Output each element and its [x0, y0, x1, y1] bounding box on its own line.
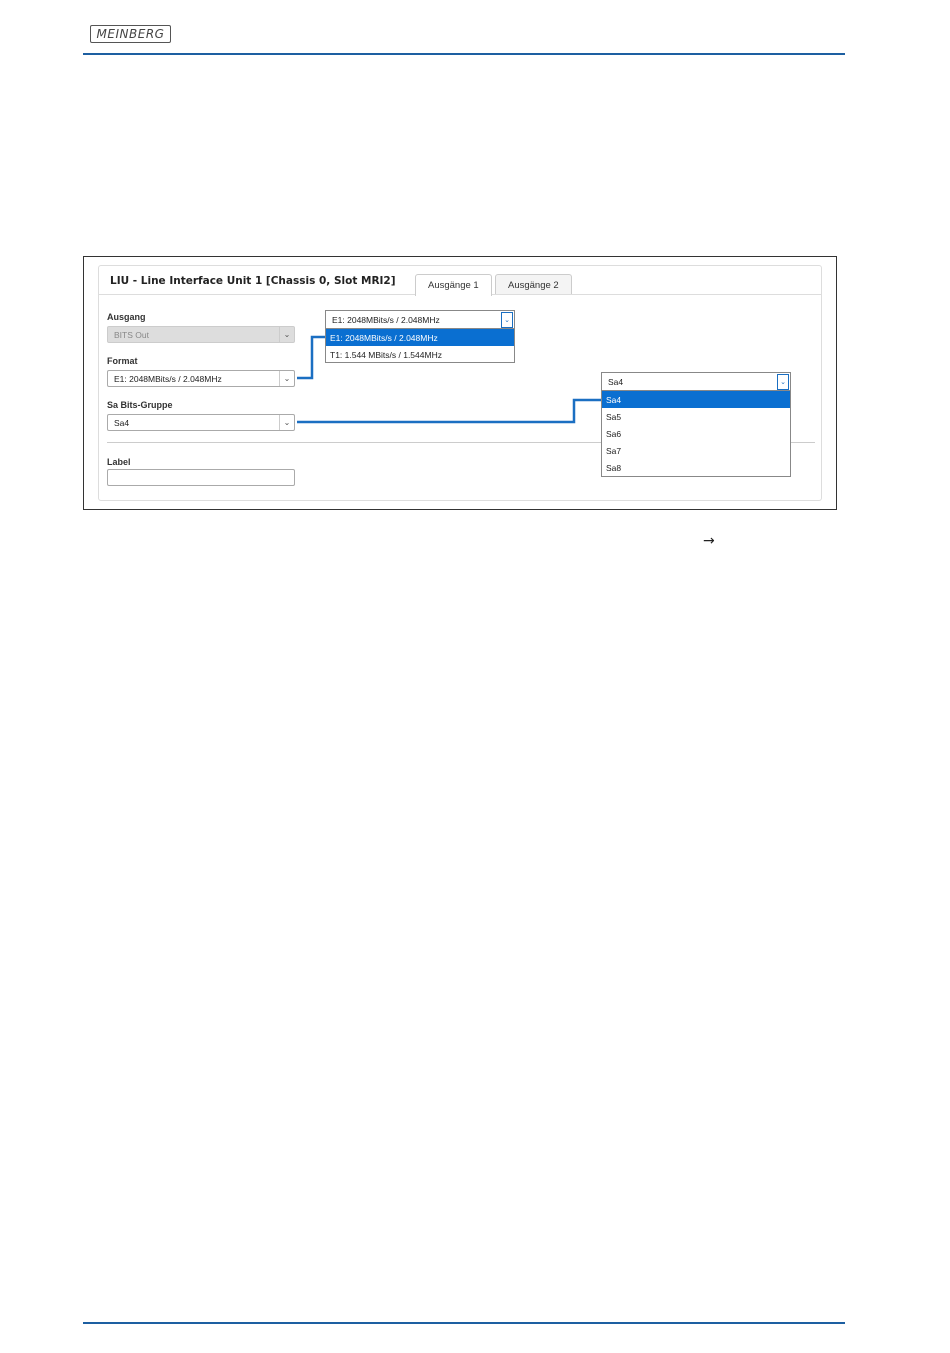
chevron-down-icon: ⌄: [279, 327, 294, 342]
screenshot-figure: [83, 256, 837, 510]
sa-option[interactable]: Sa6: [606, 428, 622, 439]
chevron-down-icon: ⌄: [279, 371, 294, 386]
header-rule: [83, 53, 845, 55]
meinberg-logo: MEINBERG: [90, 25, 171, 43]
sa-option[interactable]: Sa4: [602, 391, 790, 408]
sa-dropdown-selected: Sa4: [608, 376, 624, 387]
format-dropdown-expanded[interactable]: [325, 310, 515, 363]
sa-dropdown-head[interactable]: [602, 373, 790, 391]
chevron-down-icon[interactable]: ⌄: [777, 374, 789, 390]
footer-rule: [83, 1322, 845, 1324]
panel-title: LIU - Line Interface Unit 1 [Chassis 0, Slot MRI2]: [110, 275, 396, 287]
chevron-down-icon: ⌄: [279, 415, 294, 430]
chevron-down-icon[interactable]: ⌄: [501, 312, 513, 328]
label-input[interactable]: [107, 469, 295, 486]
format-option[interactable]: E1: 2048MBits/s / 2.048MHz: [326, 329, 514, 346]
tab-ausgaenge-2[interactable]: Ausgänge 2: [495, 274, 572, 295]
label-field-label: Label: [107, 457, 131, 467]
sa-bits-value: Sa4: [114, 417, 130, 428]
format-option[interactable]: T1: 1.544 MBits/s / 1.544MHz: [330, 349, 442, 360]
sa-option[interactable]: Sa5: [606, 411, 622, 422]
arrow-icon: →: [703, 533, 715, 549]
tab-ausgaenge-1[interactable]: Ausgänge 1: [415, 274, 492, 296]
format-dropdown-head[interactable]: [326, 311, 514, 329]
format-dropdown-selected: E1: 2048MBits/s / 2.048MHz: [332, 314, 440, 325]
sa-option[interactable]: Sa7: [606, 445, 622, 456]
format-label: Format: [107, 356, 138, 366]
sa-dropdown-expanded[interactable]: [601, 372, 791, 477]
sa-bits-label: Sa Bits-Gruppe: [107, 400, 173, 410]
ausgang-label: Ausgang: [107, 312, 146, 322]
ausgang-select: [107, 326, 295, 343]
sa-bits-select[interactable]: [107, 414, 295, 431]
sa-option[interactable]: Sa8: [606, 462, 622, 473]
format-select[interactable]: [107, 370, 295, 387]
ausgang-value: BITS Out: [114, 329, 149, 340]
format-value: E1: 2048MBits/s / 2.048MHz: [114, 373, 222, 384]
